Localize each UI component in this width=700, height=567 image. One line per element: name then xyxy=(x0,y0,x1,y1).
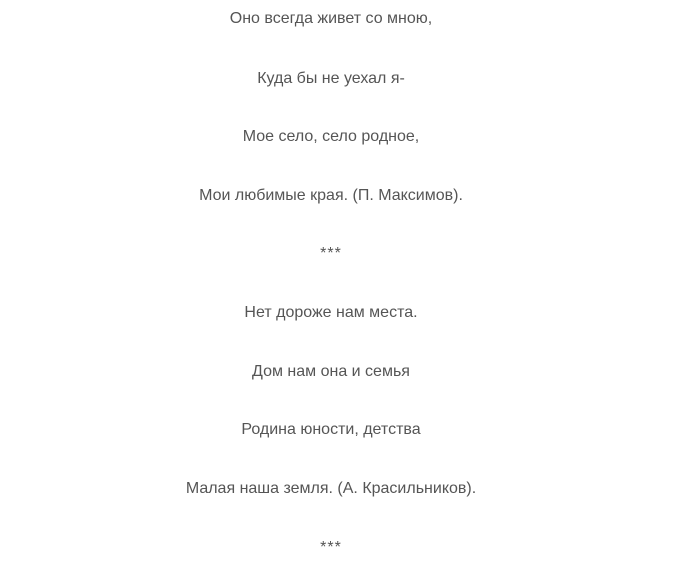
poem-line: Нет дороже нам места. xyxy=(244,304,418,321)
poem-line-attribution: Малая наша земля. (А. Красильников). xyxy=(185,480,477,497)
poem-line: Оно всегда живет со мною, xyxy=(229,10,433,27)
poem-line: Куда бы не уехал я- xyxy=(257,70,405,87)
poem-line-attribution: Мои любимые края. (П. Максимов). xyxy=(199,187,463,204)
stanza-separator: *** xyxy=(320,539,342,556)
poem-line: Родина юности, детства xyxy=(241,421,421,438)
stanza-separator: *** xyxy=(320,245,342,262)
poem-line: Дом нам она и семья xyxy=(252,363,410,380)
poem-line: Мое село, село родное, xyxy=(242,128,420,145)
